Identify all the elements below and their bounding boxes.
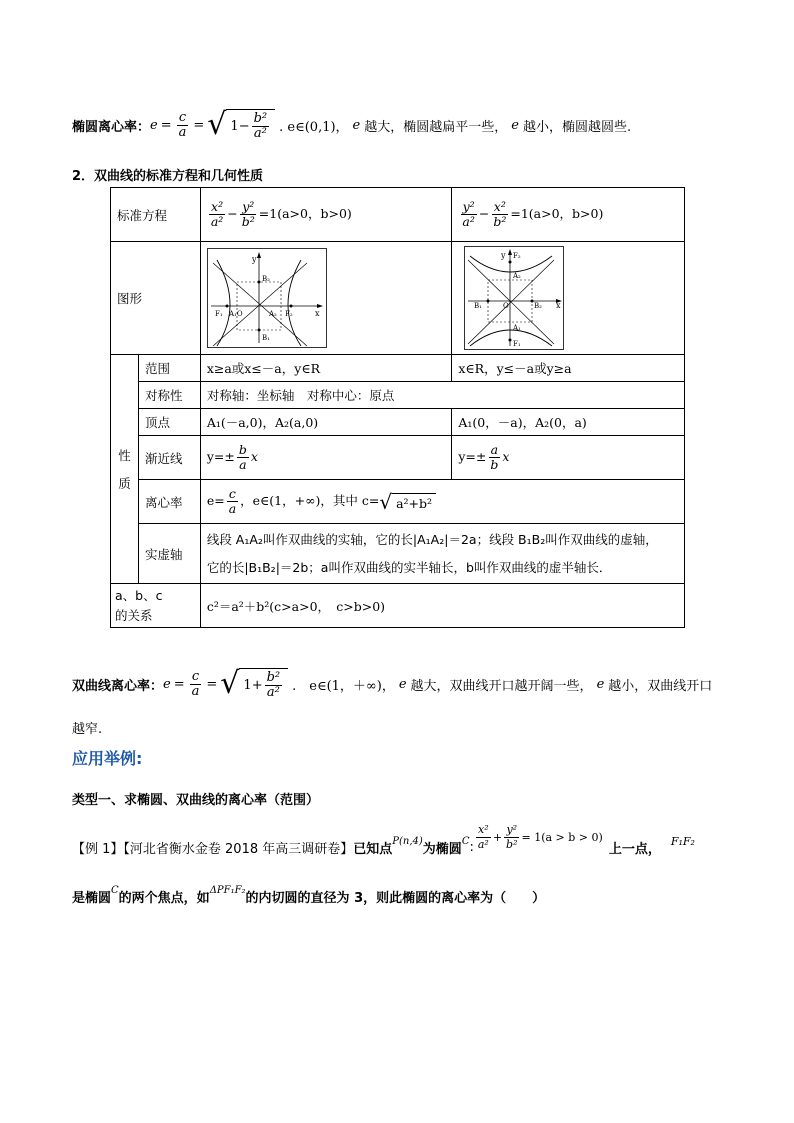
section-title: 2．双曲线的标准方程和几何性质: [72, 169, 264, 184]
hyperbola-vertical-graph: [464, 246, 564, 350]
ellipse-ecc-sqrt: √ 1− $\frac{\text{b²}}{\text{a²}}$: [207, 109, 275, 141]
asymptote-2: y=± $\frac{a}{b}$ x: [452, 436, 685, 480]
example1-ellipse-eq: $\frac{\text{x²}}{\text{a²}}$ + $\frac{\text{y²}}{\text{b²}}$ = 1(a > b > 0): [477, 822, 603, 851]
row-range: [111, 355, 685, 382]
graph2-y-label: y: [501, 251, 506, 260]
graph1-y-label: y: [251, 255, 257, 264]
figure-1-cell: [200, 242, 452, 355]
abc-label: a、b、c 的关系: [111, 584, 201, 628]
vertex-label: 顶点: [138, 409, 200, 436]
graph2-F2-label: F₂: [513, 252, 522, 260]
graph2-F1-label: F₁: [513, 340, 522, 348]
graph2-A2-label: A₂: [513, 272, 522, 280]
graph1-x-label: x: [314, 309, 320, 318]
row-eccentricity: [111, 480, 685, 524]
ecc-value: e= $\frac{c}{a}$ ，e∈(1，+∞)，其中 c= √ a²+b²: [200, 480, 684, 524]
ellipse-eccentricity-line: 椭圆离心率： e = $\frac{c}{a}$ = √ 1− $\frac{\text{b²}}{\text{a²}}$ . e∈(0,1)， e 越大，椭圆越扁平一些， e 越小，椭圆越圆些.: [72, 107, 632, 142]
figure-2-cell: [452, 242, 685, 355]
row-axes: [111, 524, 685, 584]
row-vertex: [111, 409, 685, 436]
range-1: x≥a或x≤－a，y∈R: [200, 355, 452, 382]
row-asymptote: [111, 436, 685, 480]
type-heading: 类型一、求椭圆、双曲线的离心率（范围）: [72, 793, 320, 808]
range-2: x∈R，y≤－a或y≥a: [452, 355, 685, 382]
std-eq-label: 标准方程: [111, 188, 201, 242]
graph2-B1-label: B₁: [474, 302, 483, 310]
asymptote-1: y=± $\frac{b}{a}$ x: [200, 436, 452, 480]
asymptote-label: 渐近线: [138, 436, 200, 480]
example1-line2: 是椭圆 C 的两个焦点，如 ΔPF₁F₂ 的内切圆的直径为 3，则此椭圆的离心率为（ ）: [72, 885, 546, 906]
hyperbola-ecc-frac: $\frac{c}{a}$: [191, 668, 200, 699]
row-symmetry: [111, 382, 685, 409]
ecc-label: 离心率: [138, 480, 200, 524]
graph1-A2-label: A₂: [268, 310, 277, 318]
row-figure: [111, 242, 685, 355]
symmetry-value: 对称轴：坐标轴 对称中心：原点: [200, 382, 684, 409]
property-label: 性 质: [111, 355, 139, 584]
graph2-A1-label: A₁: [513, 324, 522, 332]
hyperbola-horizontal-graph: [207, 248, 327, 348]
axis-value: 线段 A₁A₂叫作双曲线的实轴，它的长|A₁A₂|＝2a；线段 B₁B₂叫作双曲线的虚轴， 它的长|B₁B₂|＝2b；a叫作双曲线的实半轴长，b叫作双曲线的虚半轴长．: [200, 524, 684, 584]
ellipse-ecc-label: 椭圆离心率：: [72, 119, 151, 135]
std-eq-2: $\frac{\text{y²}}{\text{a²}}$ − $\frac{\text{x²}}{\text{b²}}$ =1(a>0，b>0): [452, 188, 685, 242]
hyperbola-eccentricity-line: 双曲线离心率： e = $\frac{c}{a}$ = √ 1+ $\frac{\text{b²}}{\text{a²}}$ . e∈(1，＋∞)， e 越大，双曲线开口越开阔一些， e 越小，双曲线开口: [72, 666, 713, 701]
hyperbola-line-wrap: 越窄.: [72, 722, 103, 737]
example1-line1: 【例 1】【河北省衡水金卷 2018 年高三调研卷】 已知点 P(n,4) 为椭圆 C : $\frac{\text{x²}}{\text{a²}}$ + $\frac{\text{y²}}{\text{b²}}$ = 1(a > b > 0) 上一点， F₁F₂: [72, 822, 695, 857]
symmetry-label: 对称性: [138, 382, 200, 409]
graph2-x-label: x: [556, 301, 561, 310]
figure-label: 图形: [111, 242, 201, 355]
examples-heading: 应用举例:: [72, 749, 143, 768]
graph1-F1-label: F₁: [214, 310, 223, 318]
hyperbola-ecc-sqrt: √ 1+ $\frac{\text{b²}}{\text{a²}}$: [220, 668, 288, 700]
vertex-1: A₁(－a,0)，A₂(a,0): [200, 409, 452, 436]
range-label: 范围: [138, 355, 200, 382]
graph1-B2-label: B₂: [261, 275, 270, 283]
ellipse-ecc-frac: $\frac{c}{a}$: [178, 109, 187, 140]
axis-label: 实虚轴: [138, 524, 200, 584]
abc-value: c²＝a²＋b²(c>a>0， c>b>0): [200, 584, 684, 628]
example1-tag: 【例 1】【河北省衡水金卷 2018 年高三调研卷】: [72, 841, 354, 857]
vertex-2: A₁(0，－a)，A₂(0，a): [452, 409, 685, 436]
graph1-F2-label: F₂: [284, 310, 293, 318]
example1-point: P(n,4): [392, 835, 423, 847]
graph1-B1-label: B₁: [261, 334, 270, 342]
row-standard-equation: [111, 188, 685, 242]
row-abc-relation: [111, 584, 685, 628]
graph2-O-label: O: [503, 302, 510, 310]
hyperbola-property-table: [110, 187, 685, 628]
graph2-B2-label: B₂: [534, 302, 543, 310]
hyperbola-ecc-label: 双曲线离心率：: [72, 678, 164, 694]
std-eq-1: $\frac{\text{x²}}{\text{a²}}$ − $\frac{\text{y²}}{\text{b²}}$ =1(a>0，b>0): [200, 188, 452, 242]
graph1-A1O-label: A₁O: [228, 310, 243, 318]
